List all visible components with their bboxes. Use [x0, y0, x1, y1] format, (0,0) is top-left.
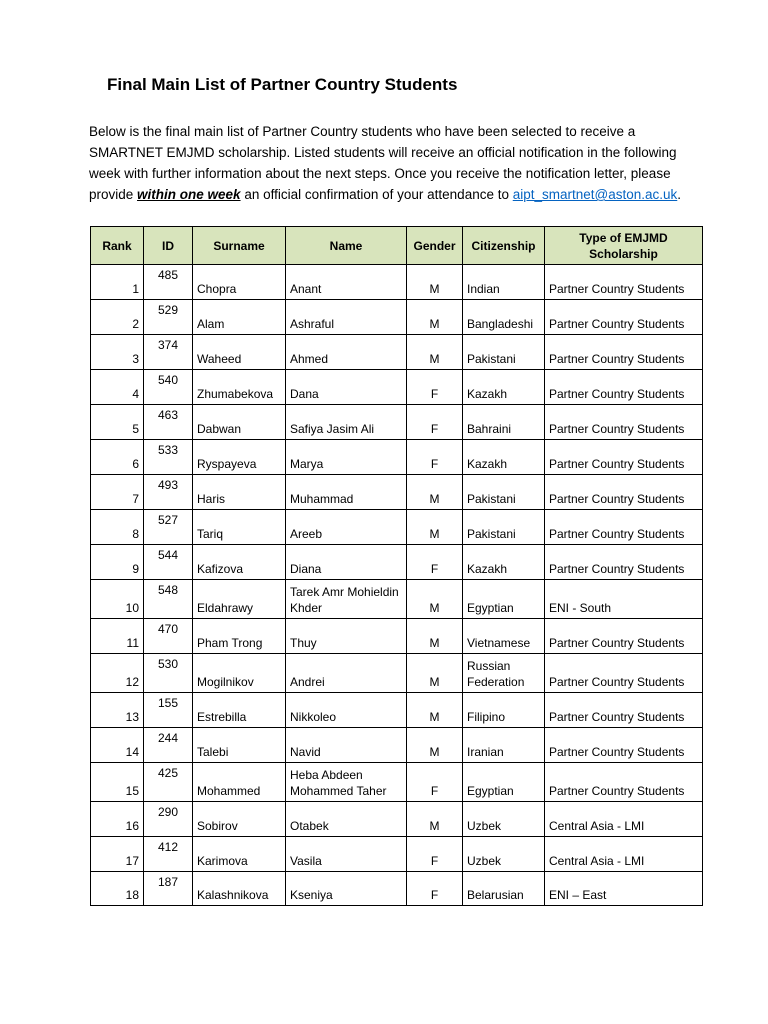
- cell-surname: Chopra: [193, 265, 286, 300]
- table-row: [91, 300, 703, 335]
- table-row: [91, 619, 703, 654]
- cell-citizenship: Egyptian: [463, 763, 545, 802]
- col-header-surname: Surname: [193, 227, 286, 265]
- cell-name: Vasila: [286, 837, 407, 872]
- cell-id: 463: [144, 405, 193, 440]
- cell-name: Ashraful: [286, 300, 407, 335]
- cell-id: 290: [144, 802, 193, 837]
- cell-surname: Zhumabekova: [193, 370, 286, 405]
- cell-id: 493: [144, 475, 193, 510]
- email-link[interactable]: aipt_smartnet@aston.ac.uk: [512, 187, 678, 202]
- cell-citizenship: Uzbek: [463, 802, 545, 837]
- cell-gender: M: [407, 693, 463, 728]
- cell-gender: F: [407, 440, 463, 475]
- cell-gender: M: [407, 265, 463, 300]
- cell-scholarship-type: Partner Country Students: [545, 370, 703, 405]
- cell-citizenship: Pakistani: [463, 335, 545, 370]
- table-row: [91, 545, 703, 580]
- cell-scholarship-type: Central Asia - LMI: [545, 837, 703, 872]
- intro-emphasis: within one week: [137, 187, 241, 202]
- cell-surname: Dabwan: [193, 405, 286, 440]
- cell-surname: Sobirov: [193, 802, 286, 837]
- cell-citizenship: Kazakh: [463, 370, 545, 405]
- col-header-id: ID: [144, 227, 193, 265]
- cell-gender: M: [407, 654, 463, 693]
- cell-gender: M: [407, 510, 463, 545]
- cell-gender: M: [407, 802, 463, 837]
- cell-citizenship: Indian: [463, 265, 545, 300]
- cell-name: Kseniya: [286, 872, 407, 906]
- cell-name: Ahmed: [286, 335, 407, 370]
- col-header-name: Name: [286, 227, 407, 265]
- cell-name: Tarek Amr Mohieldin Khder: [286, 580, 407, 619]
- cell-surname: Karimova: [193, 837, 286, 872]
- cell-id: 548: [144, 580, 193, 619]
- cell-name: Navid: [286, 728, 407, 763]
- cell-citizenship: Filipino: [463, 693, 545, 728]
- cell-surname: Mohammed: [193, 763, 286, 802]
- table-row: [91, 693, 703, 728]
- cell-scholarship-type: Partner Country Students: [545, 510, 703, 545]
- cell-rank: 11: [91, 619, 144, 654]
- cell-scholarship-type: Partner Country Students: [545, 265, 703, 300]
- cell-id: 244: [144, 728, 193, 763]
- cell-scholarship-type: Partner Country Students: [545, 619, 703, 654]
- cell-scholarship-type: Partner Country Students: [545, 475, 703, 510]
- cell-id: 155: [144, 693, 193, 728]
- cell-gender: M: [407, 335, 463, 370]
- cell-name: Nikkoleo: [286, 693, 407, 728]
- cell-rank: 16: [91, 802, 144, 837]
- cell-name: Heba Abdeen Mohammed Taher: [286, 763, 407, 802]
- table-row: [91, 728, 703, 763]
- table-row: [91, 440, 703, 475]
- table-row: [91, 265, 703, 300]
- table-row: [91, 405, 703, 440]
- cell-citizenship: Pakistani: [463, 475, 545, 510]
- cell-scholarship-type: Partner Country Students: [545, 545, 703, 580]
- cell-surname: Tariq: [193, 510, 286, 545]
- cell-name: Thuy: [286, 619, 407, 654]
- cell-citizenship: Russian Federation: [463, 654, 545, 693]
- cell-surname: Talebi: [193, 728, 286, 763]
- cell-name: Muhammad: [286, 475, 407, 510]
- cell-surname: Estrebilla: [193, 693, 286, 728]
- table-row: [91, 370, 703, 405]
- table-row: [91, 802, 703, 837]
- cell-name: Diana: [286, 545, 407, 580]
- cell-rank: 6: [91, 440, 144, 475]
- cell-scholarship-type: Partner Country Students: [545, 300, 703, 335]
- table-row: [91, 837, 703, 872]
- cell-scholarship-type: Partner Country Students: [545, 335, 703, 370]
- col-header-scholarship-type: Type of EMJMD Scholarship: [545, 227, 703, 265]
- cell-gender: F: [407, 872, 463, 906]
- table-row: [91, 475, 703, 510]
- cell-id: 540: [144, 370, 193, 405]
- cell-surname: Ryspayeva: [193, 440, 286, 475]
- cell-gender: F: [407, 837, 463, 872]
- cell-citizenship: Kazakh: [463, 440, 545, 475]
- cell-gender: F: [407, 763, 463, 802]
- cell-scholarship-type: ENI - South: [545, 580, 703, 619]
- table-row: [91, 872, 703, 906]
- table-row: [91, 510, 703, 545]
- table-row: [91, 654, 703, 693]
- cell-name: Otabek: [286, 802, 407, 837]
- cell-citizenship: Egyptian: [463, 580, 545, 619]
- cell-scholarship-type: Partner Country Students: [545, 405, 703, 440]
- table-row: [91, 580, 703, 619]
- cell-name: Dana: [286, 370, 407, 405]
- cell-rank: 5: [91, 405, 144, 440]
- cell-rank: 3: [91, 335, 144, 370]
- cell-scholarship-type: Partner Country Students: [545, 763, 703, 802]
- cell-id: 530: [144, 654, 193, 693]
- cell-scholarship-type: Partner Country Students: [545, 440, 703, 475]
- cell-gender: M: [407, 580, 463, 619]
- cell-surname: Eldahrawy: [193, 580, 286, 619]
- cell-rank: 10: [91, 580, 144, 619]
- cell-gender: M: [407, 728, 463, 763]
- cell-gender: M: [407, 475, 463, 510]
- cell-citizenship: Iranian: [463, 728, 545, 763]
- table-row: [91, 335, 703, 370]
- cell-id: 374: [144, 335, 193, 370]
- cell-id: 527: [144, 510, 193, 545]
- cell-citizenship: Kazakh: [463, 545, 545, 580]
- cell-rank: 12: [91, 654, 144, 693]
- cell-rank: 2: [91, 300, 144, 335]
- cell-scholarship-type: Partner Country Students: [545, 728, 703, 763]
- cell-scholarship-type: Partner Country Students: [545, 654, 703, 693]
- cell-surname: Kafizova: [193, 545, 286, 580]
- cell-rank: 17: [91, 837, 144, 872]
- cell-id: 425: [144, 763, 193, 802]
- cell-surname: Alam: [193, 300, 286, 335]
- cell-name: Marya: [286, 440, 407, 475]
- cell-name: Anant: [286, 265, 407, 300]
- cell-id: 529: [144, 300, 193, 335]
- intro-paragraph: [89, 121, 704, 205]
- cell-citizenship: Bangladeshi: [463, 300, 545, 335]
- page-title: Final Main List of Partner Country Students: [107, 75, 458, 94]
- cell-surname: Haris: [193, 475, 286, 510]
- cell-scholarship-type: Central Asia - LMI: [545, 802, 703, 837]
- students-table: [90, 226, 703, 906]
- intro-text-2: an official confirmation of your attendance to: [240, 187, 513, 202]
- cell-rank: 7: [91, 475, 144, 510]
- cell-scholarship-type: Partner Country Students: [545, 693, 703, 728]
- cell-gender: M: [407, 619, 463, 654]
- cell-citizenship: Bahraini: [463, 405, 545, 440]
- cell-rank: 1: [91, 265, 144, 300]
- cell-surname: Pham Trong: [193, 619, 286, 654]
- col-header-citizenship: Citizenship: [463, 227, 545, 265]
- cell-citizenship: Vietnamese: [463, 619, 545, 654]
- intro-text-3: .: [677, 187, 682, 202]
- cell-rank: 15: [91, 763, 144, 802]
- cell-name: Andrei: [286, 654, 407, 693]
- cell-rank: 18: [91, 872, 144, 906]
- cell-id: 412: [144, 837, 193, 872]
- cell-id: 485: [144, 265, 193, 300]
- table-header-row: [91, 227, 703, 265]
- cell-rank: 13: [91, 693, 144, 728]
- cell-name: Safiya Jasim Ali: [286, 405, 407, 440]
- cell-citizenship: Uzbek: [463, 837, 545, 872]
- cell-gender: F: [407, 545, 463, 580]
- cell-surname: Waheed: [193, 335, 286, 370]
- table-row: [91, 763, 703, 802]
- cell-rank: 4: [91, 370, 144, 405]
- cell-citizenship: Pakistani: [463, 510, 545, 545]
- cell-id: 187: [144, 872, 193, 906]
- cell-gender: F: [407, 370, 463, 405]
- cell-scholarship-type: ENI – East: [545, 872, 703, 906]
- cell-rank: 14: [91, 728, 144, 763]
- cell-gender: M: [407, 300, 463, 335]
- cell-id: 544: [144, 545, 193, 580]
- cell-id: 470: [144, 619, 193, 654]
- col-header-rank: Rank: [91, 227, 144, 265]
- cell-id: 533: [144, 440, 193, 475]
- intro-text: Below is the final main list of Partner Country students who have been selected to receive a SMARTNET EMJMD scholarship. Listed students will receive an official notification in the following week with further information about the next steps. Once you receive the notification letter, please provide: [89, 124, 677, 202]
- cell-citizenship: Belarusian: [463, 872, 545, 906]
- cell-rank: 9: [91, 545, 144, 580]
- cell-gender: F: [407, 405, 463, 440]
- cell-rank: 8: [91, 510, 144, 545]
- col-header-gender: Gender: [407, 227, 463, 265]
- cell-surname: Kalashnikova: [193, 872, 286, 906]
- cell-surname: Mogilnikov: [193, 654, 286, 693]
- cell-name: Areeb: [286, 510, 407, 545]
